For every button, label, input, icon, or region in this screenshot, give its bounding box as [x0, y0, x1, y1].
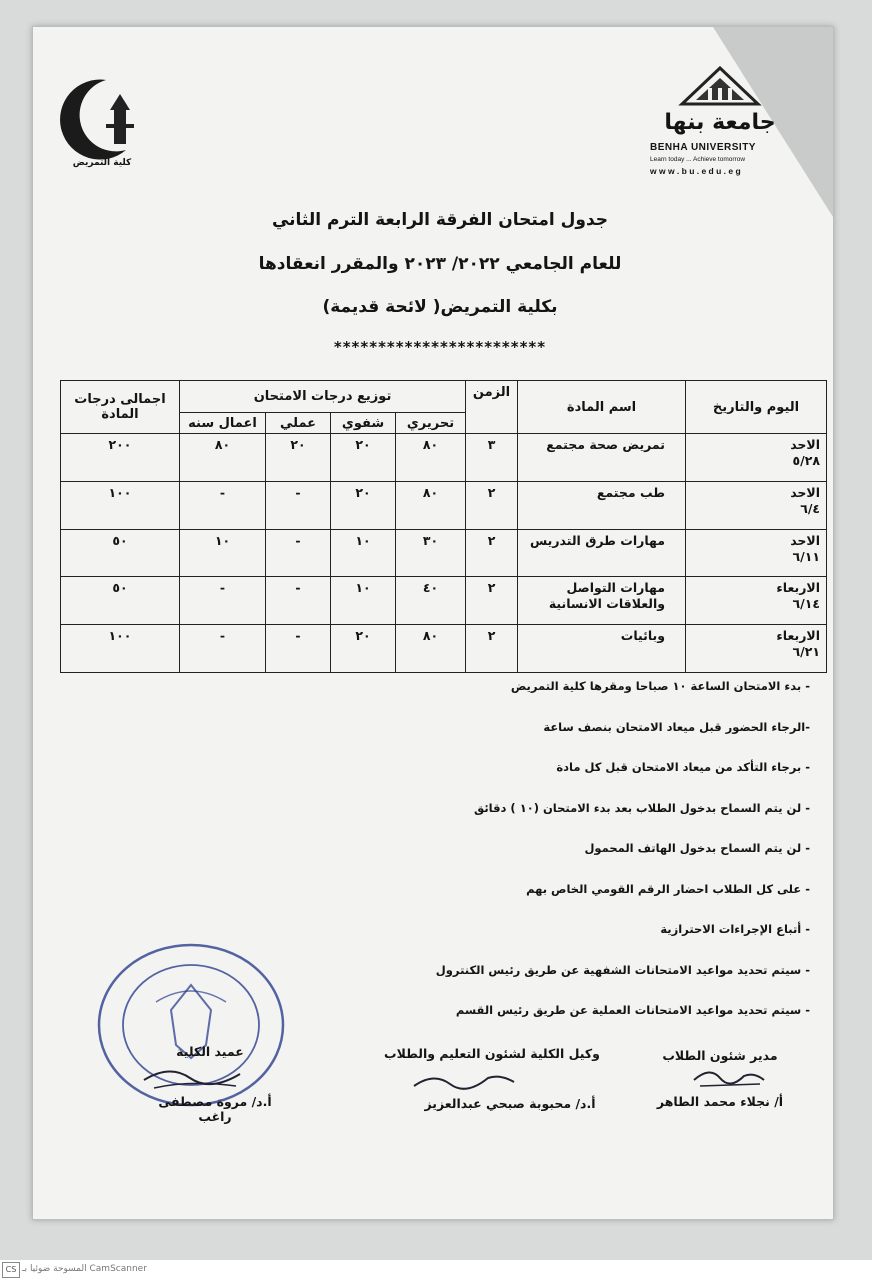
header-oral: شفوي: [331, 413, 396, 434]
subject-cell: تمريض صحة مجتمع: [518, 434, 686, 482]
written-cell: ٣٠: [396, 529, 466, 577]
oral-cell: ١٠: [331, 577, 396, 625]
total-cell: ١٠٠: [61, 625, 180, 673]
table-row: [61, 434, 827, 482]
header-practical: عملي: [266, 413, 331, 434]
faculty-logo-caption: كلية التمريض: [72, 158, 132, 168]
day-label: الاربعاء: [776, 628, 821, 644]
date-label: ٦/١١: [792, 548, 821, 564]
table-row: [61, 481, 827, 529]
table-row: [61, 529, 827, 577]
dean-title: عميد الكلية: [176, 1044, 244, 1059]
year-work-cell: -: [180, 481, 266, 529]
total-cell: ٥٠: [61, 529, 180, 577]
written-cell: ٨٠: [396, 481, 466, 529]
year-work-cell: -: [180, 577, 266, 625]
day-label: الاحد: [790, 532, 821, 548]
header-distribution: توزيع درجات الامتحان: [180, 381, 466, 413]
table-header-row-1: [61, 381, 827, 413]
faculty-logo: [48, 72, 144, 176]
subject-cell: وبائيات: [518, 625, 686, 673]
subject-cell: مهارات طرق التدريس: [518, 529, 686, 577]
university-emblem-icon: [678, 66, 762, 106]
table-body: [61, 434, 827, 673]
header-day-date: اليوم والتاريخ: [686, 381, 827, 434]
scanner-footer-text: CamScanner المسوحة ضوئيا بـ: [22, 1264, 147, 1274]
practical-cell: -: [266, 481, 331, 529]
note-item: - سيتم تحديد مواعيد الامتحانات العملية عن طريق رئيس القسم: [455, 1003, 810, 1017]
note-item: - بدء الامتحان الساعة ١٠ صباحا ومقرها كلية التمريض: [510, 679, 810, 693]
time-cell: ٢: [466, 577, 518, 625]
student-affairs-name: أ/ نجلاء محمد الطاهر: [656, 1094, 784, 1109]
dean-signature: [140, 1062, 250, 1092]
day-label: الاحد: [790, 484, 821, 500]
header-time: الزمن: [466, 381, 518, 434]
written-cell: ٤٠: [396, 577, 466, 625]
date-label: ٦/٢١: [792, 644, 821, 660]
practical-cell: -: [266, 577, 331, 625]
oral-cell: ٢٠: [331, 434, 396, 482]
note-item: - لن يتم السماح بدخول الطلاب بعد بدء الامتحان (١٠ ) دقائق: [473, 800, 810, 815]
university-name-ar: جامعة بنها: [664, 110, 776, 135]
note-item: - أتباع الإجراءات الاحترازية: [660, 922, 810, 936]
time-cell: ٣: [466, 434, 518, 482]
table-row: [61, 577, 827, 625]
oral-cell: ٢٠: [331, 481, 396, 529]
day-date-cell: [686, 577, 827, 625]
vice-dean-name: أ.د/ محبوبة صبحي عبدالعزيز: [424, 1096, 596, 1111]
date-label: ٦/١٤: [792, 596, 821, 612]
time-cell: ٢: [466, 529, 518, 577]
student-affairs-signature: [690, 1062, 770, 1092]
year-work-cell: -: [180, 625, 266, 673]
oral-cell: ١٠: [331, 529, 396, 577]
day-date-cell: [686, 625, 827, 673]
note-item: -الرجاء الحضور قبل ميعاد الامتحان بنصف ساعة: [543, 719, 810, 734]
day-date-cell: [686, 529, 827, 577]
practical-cell: -: [266, 625, 331, 673]
title-separator: ************************: [333, 338, 547, 356]
header-year-work: اعمال سنه: [180, 413, 266, 434]
university-slogan: Learn today ... Achieve tomorrow: [650, 156, 746, 163]
date-label: ٦/٤: [800, 500, 821, 516]
practical-cell: -: [266, 529, 331, 577]
note-item: - سيتم تحديد مواعيد الامتحانات الشفهية عن طريق رئيس الكنترول: [435, 962, 810, 977]
written-cell: ٨٠: [396, 434, 466, 482]
day-date-cell: [686, 481, 827, 529]
year-work-cell: ٨٠: [180, 434, 266, 482]
table-row: [61, 625, 827, 673]
title-line-1: جدول امتحان الفرقة الرابعة الترم الثاني: [271, 210, 609, 230]
note-item: - لن يتم السماح بدخول الهاتف المحمول: [584, 841, 810, 855]
header-total: اجمالى درجات المادة: [61, 381, 180, 434]
total-cell: ٢٠٠: [61, 434, 180, 482]
camscanner-icon: CS: [2, 1262, 20, 1278]
subject-cell: طب مجتمع: [518, 481, 686, 529]
exam-schedule-table: [60, 380, 827, 673]
note-item: - برجاء التأكد من ميعاد الامتحان قبل كل مادة: [556, 760, 810, 774]
subject-cell: مهارات التواصل والعلاقات الانسانية: [518, 577, 686, 625]
vice-dean-title: وكيل الكلية لشئون التعليم والطلاب: [384, 1046, 600, 1061]
note-item: - على كل الطلاب احضار الرقم القومي الخاص بهم: [526, 881, 810, 896]
practical-cell: ٢٠: [266, 434, 331, 482]
dean-name: أ.د/ مروة مصطفى راغب: [158, 1094, 272, 1124]
total-cell: ٥٠: [61, 577, 180, 625]
university-logo: [650, 66, 795, 184]
time-cell: ٢: [466, 625, 518, 673]
header-written: تحريري: [396, 413, 466, 434]
day-date-cell: [686, 434, 827, 482]
title-line-3: بكلية التمريض( لائحة قديمة): [322, 297, 558, 317]
title-line-2: للعام الجامعي ٢٠٢٢/ ٢٠٢٣ والمقرر انعقادها: [258, 254, 622, 274]
scanner-footer: [0, 1260, 872, 1280]
university-name-en: BENHA UNIVERSITY: [650, 142, 756, 153]
student-affairs-title: مدير شئون الطلاب: [662, 1048, 778, 1063]
year-work-cell: ١٠: [180, 529, 266, 577]
header-subject: اسم المادة: [518, 381, 686, 434]
university-website: w w w . b u . e d u . e g: [650, 166, 741, 176]
written-cell: ٨٠: [396, 625, 466, 673]
date-label: ٥/٢٨: [792, 453, 821, 469]
vice-dean-signature: [410, 1066, 520, 1094]
oral-cell: ٢٠: [331, 625, 396, 673]
total-cell: ١٠٠: [61, 481, 180, 529]
day-label: الاربعاء: [776, 580, 821, 596]
day-label: الاحد: [790, 437, 821, 453]
time-cell: ٢: [466, 481, 518, 529]
